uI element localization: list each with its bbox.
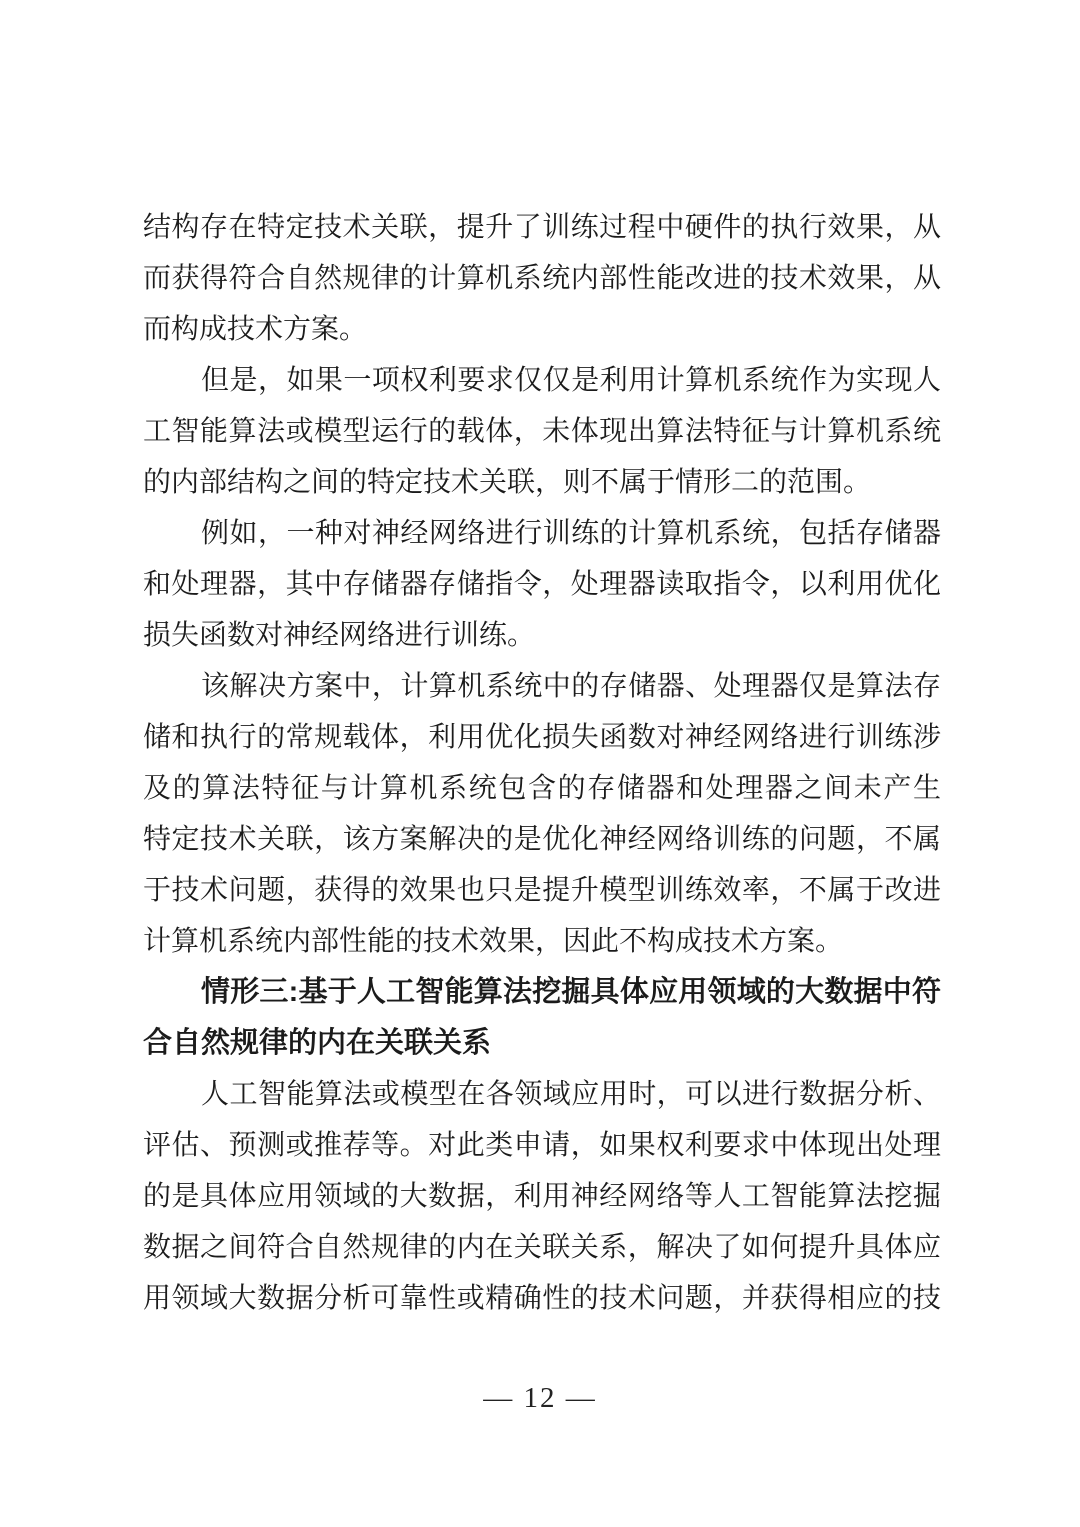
- text-line: 但是，如果一项权利要求仅仅是利用计算机系统作为实现人: [201, 365, 941, 396]
- text-line: 于技术问题，获得的效果也只是提升模型训练效率，不属于改进: [143, 875, 941, 906]
- text-line: 及的算法特征与计算机系统包含的存储器和处理器之间未产生: [143, 773, 941, 804]
- section-heading-line: 合自然规律的内在关联关系: [143, 1027, 492, 1059]
- text-line: 数据之间符合自然规律的内在关联关系，解决了如何提升具体应: [143, 1232, 941, 1263]
- text-line: 储和执行的常规载体，利用优化损失函数对神经网络进行训练涉: [143, 722, 941, 753]
- text-line: 而构成技术方案。: [143, 314, 368, 345]
- text-line: 评估、预测或推荐等。对此类申请，如果权利要求中体现出处理: [143, 1130, 941, 1161]
- text-line: 和处理器，其中存储器存储指令，处理器读取指令，以利用优化: [143, 569, 941, 600]
- text-line: 特定技术关联，该方案解决的是优化神经网络训练的问题，不属: [143, 824, 941, 855]
- text-line: 计算机系统内部性能的技术效果，因此不构成技术方案。: [143, 926, 844, 957]
- document-body: [143, 202, 941, 1324]
- section-heading-line: 情形三:基于人工智能算法挖掘具体应用领域的大数据中符: [201, 976, 941, 1008]
- text-line: 例如，一种对神经网络进行训练的计算机系统，包括存储器: [201, 518, 941, 549]
- text-line: 人工智能算法或模型在各领域应用时，可以进行数据分析、: [201, 1079, 941, 1110]
- page-number: — 12 —: [483, 1382, 597, 1414]
- text-line: 用领域大数据分析可靠性或精确性的技术问题，并获得相应的技: [143, 1283, 941, 1314]
- text-line: 结构存在特定技术关联，提升了训练过程中硬件的执行效果，从: [143, 212, 941, 243]
- text-line: 工智能算法或模型运行的载体，未体现出算法特征与计算机系统: [143, 416, 941, 447]
- text-line: 该解决方案中，计算机系统中的存储器、处理器仅是算法存: [201, 671, 941, 702]
- text-line: 而获得符合自然规律的计算机系统内部性能改进的技术效果，从: [143, 263, 941, 294]
- text-line: 的内部结构之间的特定技术关联，则不属于情形二的范围。: [143, 467, 872, 498]
- text-line: 损失函数对神经网络进行训练。: [143, 620, 536, 651]
- text-line: 的是具体应用领域的大数据，利用神经网络等人工智能算法挖掘: [143, 1181, 941, 1212]
